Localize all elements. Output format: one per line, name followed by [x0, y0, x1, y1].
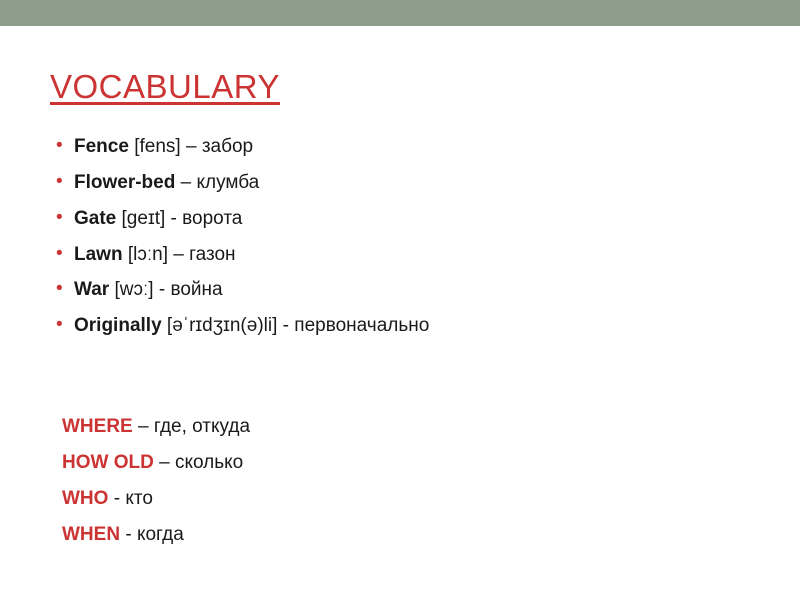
vocab-translation: забор [201, 136, 254, 157]
list-item [62, 416, 722, 438]
question-word: WHERE [62, 416, 133, 437]
question-word: HOW OLD [62, 451, 154, 473]
list-item [52, 279, 752, 301]
list-item [52, 172, 752, 194]
vocab-ipa: [fens] [134, 136, 181, 157]
question-word-translation: – сколько [159, 451, 244, 473]
list-item [52, 315, 752, 337]
question-word-translation: – где, откуда [138, 416, 251, 437]
vocab-separator: - [170, 207, 177, 229]
list-item [52, 136, 752, 158]
vocab-ipa: [əˈrɪdʒɪn(ə)li] [166, 315, 278, 337]
page-title: VOCABULARY [50, 68, 280, 105]
list-item [52, 208, 752, 230]
vocab-term: War [74, 279, 110, 301]
question-word: WHO [62, 487, 109, 509]
vocabulary-list [52, 136, 752, 351]
question-word: WHEN [62, 523, 121, 545]
question-words-block [62, 416, 722, 559]
list-item [62, 452, 722, 474]
vocab-separator: – [180, 171, 192, 193]
vocab-separator: - [158, 279, 166, 301]
vocab-ipa: [geɪt] [121, 207, 166, 229]
question-word-translation: - кто [113, 487, 153, 509]
question-word-translation: - когда [125, 523, 184, 545]
list-item [62, 524, 722, 546]
vocab-term: Originally [74, 315, 162, 337]
vocab-term: Fence [74, 136, 129, 157]
vocab-separator: - [282, 315, 289, 337]
vocab-separator: – [173, 243, 184, 265]
list-item [52, 244, 752, 266]
vocab-ipa: [lɔːn] [127, 243, 168, 265]
vocab-translation: клумба [196, 171, 260, 193]
vocab-term: Lawn [74, 243, 123, 265]
vocab-term: Gate [74, 207, 117, 229]
vocab-translation: газон [189, 243, 236, 265]
list-item [62, 488, 722, 510]
slide-content [0, 26, 800, 600]
vocab-ipa: [wɔː] [114, 279, 154, 301]
vocab-translation: первоначально [294, 315, 430, 337]
top-decorative-band [0, 0, 800, 26]
vocab-translation: война [170, 279, 223, 301]
vocab-separator: – [185, 136, 197, 157]
vocab-term: Flower-bed [74, 171, 176, 193]
vocab-translation: ворота [182, 207, 243, 229]
